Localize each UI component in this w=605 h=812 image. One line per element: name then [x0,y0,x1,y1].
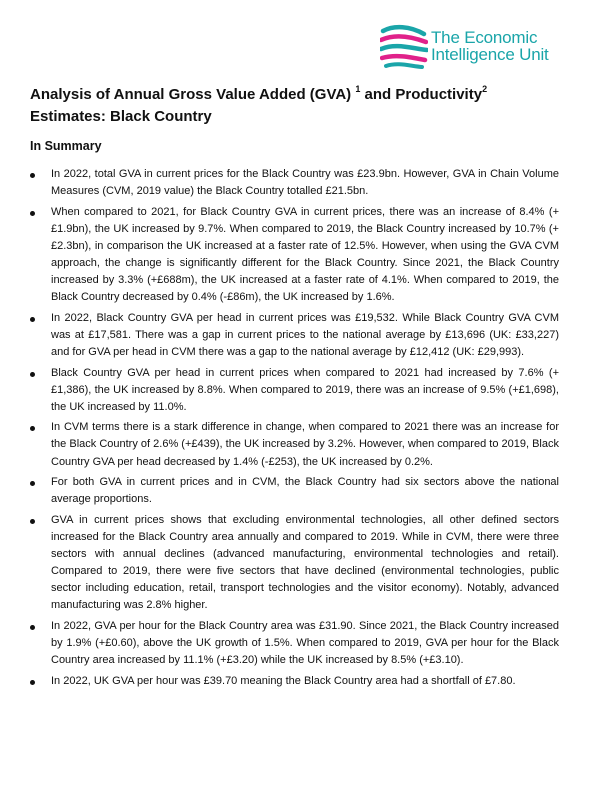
logo [380,22,580,72]
list-item [30,166,559,200]
list-item [30,673,559,690]
list-item [30,204,559,307]
logo-line-2: Intelligence Unit [431,45,549,64]
list-item [30,474,559,508]
list-item [30,512,559,615]
title-part-2: and Productivity [364,86,483,103]
list-item-text: When compared to 2021, for Black Country GVA in current prices, there was an increase of 8.4% (+£1.9bn), the UK increased by 9.7%. When compared to 2019, the Black Country increased by 10.7% (+£2.3bn), in comparison the UK increased at a faster rate of 12.5%. However, when using the GVA CVM approach, the change is significantly different for the Black Country. Since 2021, the Black Country increased by 3.3% (+£688m), the UK increased at a faster rate of 4.1%. When compared to 2019, the Black Country decreased by 0.4% (-£86m), the UK increased by 1.6%. [51,205,559,304]
bullet-icon [30,519,35,524]
bullet-icon [30,317,35,322]
bullet-icon [30,680,35,685]
list-item-text: In CVM terms there is a stark difference in change, when compared to 2021 there was an increase for the Black Country of 2.6% (+£439), the UK increased by 3.2%. However, when compared to 2019, Black Country GVA per head decreased by 1.4% (-£253), the UK increased by 0.2%. [51,421,559,468]
page-title [30,84,550,128]
bullet-icon [30,372,35,377]
title-part-1: Analysis of Annual Gross Value Added (GVA) [30,86,352,103]
bullet-icon [30,426,35,431]
logo-line-1: The Economic [431,28,538,47]
bullet-icon [30,211,35,216]
list-item [30,419,559,470]
summary-list [30,166,559,693]
list-item-text: Black Country GVA per head in current prices when compared to 2021 had increased by 7.6% (+£1,386), the UK increased by 8.8%. When compared to 2019, there was an increase of 9.5% (+£1,698), the UK increased by 11.0%. [51,366,559,413]
summary-heading: In Summary [30,139,102,153]
list-item-text: For both GVA in current prices and in CVM, the Black Country had six sectors above the national average proportions. [51,476,559,506]
footnote-ref-2: 2 [482,84,488,94]
list-item [30,310,559,361]
title-line-2: Estimates: Black Country [30,108,212,125]
bullet-icon [30,625,35,630]
list-item-text: In 2022, UK GVA per hour was £39.70 meaning the Black Country area had a shortfall of £7.80. [51,674,516,687]
list-item-text: In 2022, total GVA in current prices for the Black Country was £23.9bn. However, GVA in Chain Volume Measures (CVM, 2019 value) the Black Country totalled £21.5bn. [51,168,559,198]
logo-mark-icon [380,22,428,70]
logo-text [431,29,549,63]
bullet-icon [30,173,35,178]
list-item [30,365,559,416]
list-item [30,618,559,669]
footnote-ref-1: 1 [355,84,361,94]
bullet-icon [30,481,35,486]
list-item-text: GVA in current prices shows that excluding environmental technologies, all other defined sectors increased for the Black Country area annually and compared to 2019. While in CVM, there were three sectors with annual declines (advanced manufacturing, environmental technologies and retail). Compared to 2019, there were five sectors that have declined (environmental technologies, public sector including education, retail, transport technologies and the visitor economy). Notably, advanced manufacturing was 2.8% higher. [51,513,559,612]
list-item-text: In 2022, GVA per hour for the Black Country area was £31.90. Since 2021, the Black Country increased by 1.9% (+£0.60), above the UK growth of 1.5%. When compared to 2019, GVA per hour for the Black Country area increased by 11.1% (+£3.20) while the UK increased by 8.5% (+£3.10). [51,619,559,667]
list-item-text: In 2022, Black Country GVA per head in current prices was £19,532. While Black Country GVA CVM was at £17,581. There was a gap in current prices to the national average by £13,696 (UK: £33,227) and for GVA per head in CVM there was a gap to the national average by £12,412 (UK: £29,993). [51,311,559,358]
